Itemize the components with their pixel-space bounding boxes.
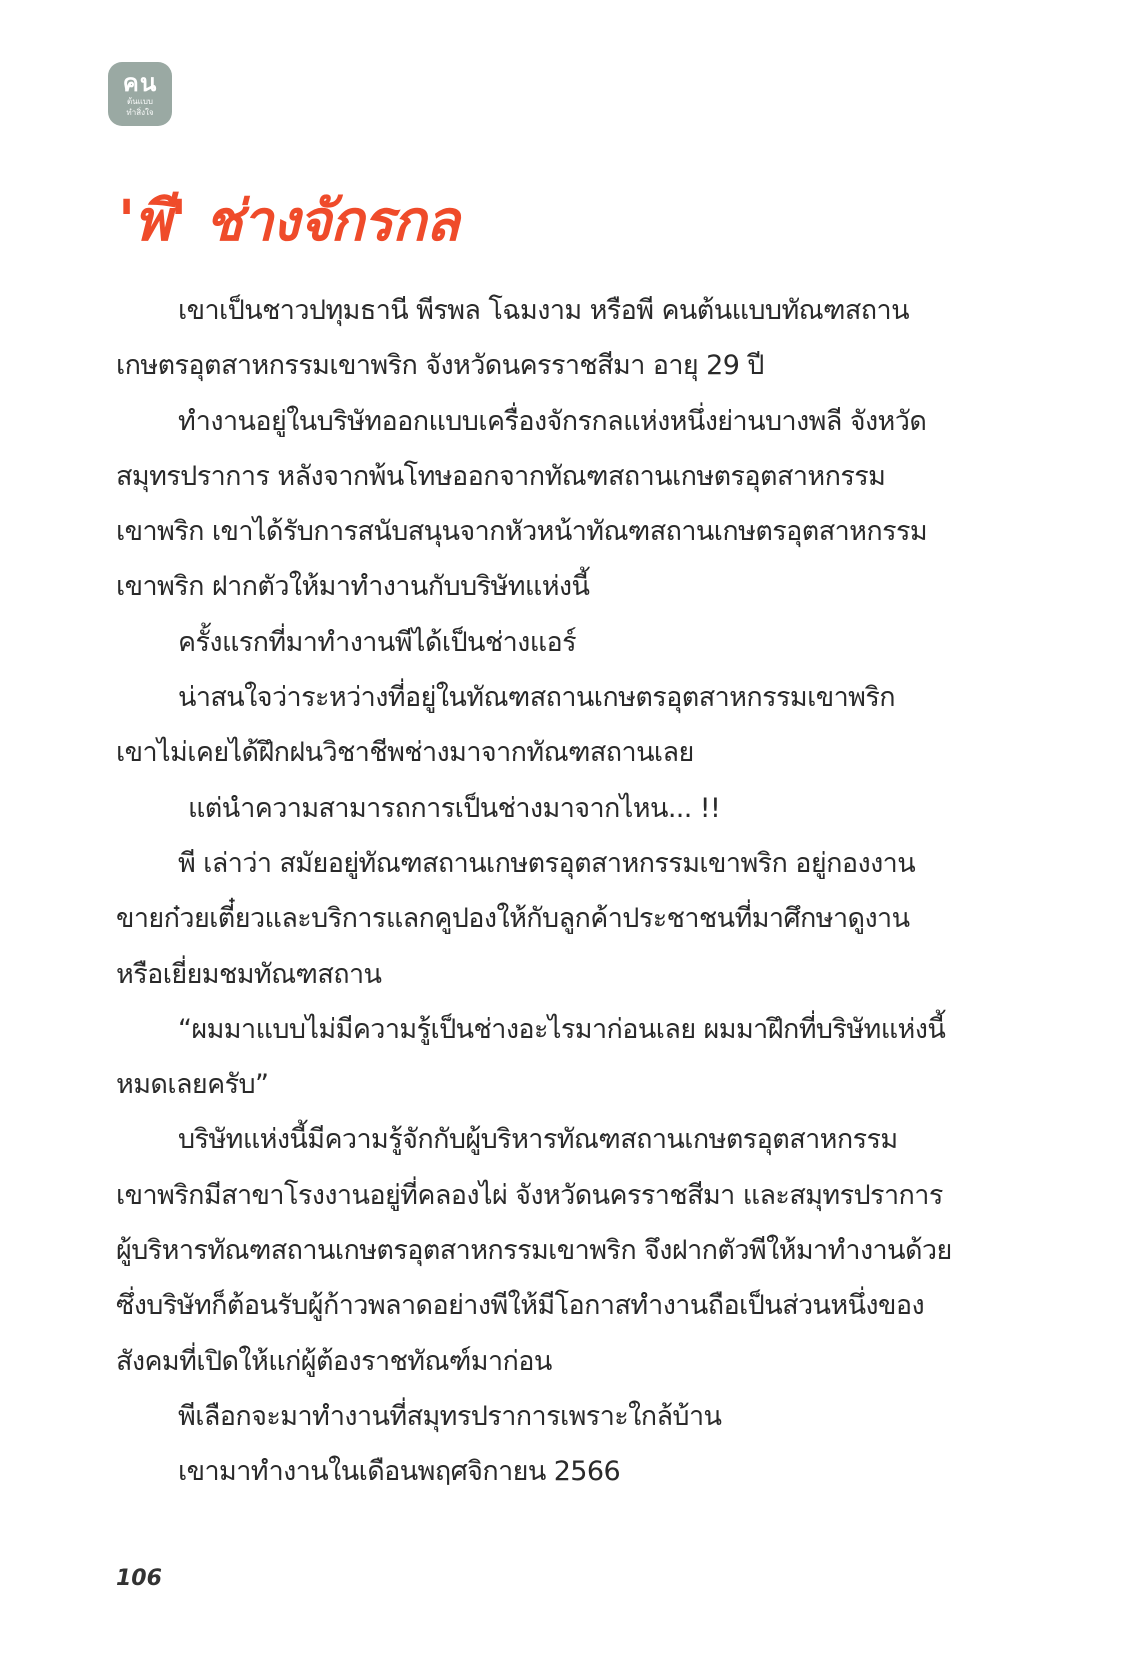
body-text [116, 283, 950, 1500]
body-line: ซึ่งบริษัทก็ต้อนรับผู้ก้าวพลาดอย่างพีให้มีโอกาสทำงานถือเป็นส่วนหนึ่งของ [116, 1290, 925, 1322]
badge-main-text: คน [122, 69, 158, 97]
body-line: เขาเป็นชาวปทุมธานี พีรพล โฉมงาม หรือพี คนต้นแบบทัณฑสถาน [178, 295, 909, 326]
badge-sub-text-1: ต้นแบบ [127, 97, 153, 106]
body-line: ทำงานอยู่ในบริษัทออกแบบเครื่องจักรกลแห่งหนึ่งย่านบางพลี จังหวัด [178, 405, 927, 437]
body-line: หมดเลยครับ” [116, 1069, 269, 1101]
body-line: “ผมมาแบบไม่มีความรู้เป็นช่างอะไรมาก่อนเลย ผมมาฝึกที่บริษัทแห่งนี้ [178, 1013, 946, 1045]
body-line: เกษตรอุตสาหกรรมเขาพริก จังหวัดนครราชสีมา อายุ 29 ปี [116, 350, 764, 382]
body-line: หรือเยี่ยมชมทัณฑสถาน [116, 958, 382, 990]
series-logo-badge [108, 62, 172, 126]
body-line: เขาไม่เคยได้ฝึกฝนวิชาชีพช่างมาจากทัณฑสถานเลย [116, 737, 694, 769]
body-line: ขายก๋วยเตี๋ยวและบริการแลกคูปองให้กับลูกค้าประชาชนที่มาศึกษาดูงาน [116, 903, 910, 935]
body-line: สังคมที่เปิดให้แก่ผู้ต้องราชทัณฑ์มาก่อน [116, 1345, 552, 1377]
body-line: พี เล่าว่า สมัยอยู่ทัณฑสถานเกษตรอุตสาหกรรมเขาพริก อยู่กองงาน [178, 847, 916, 879]
body-line: เขาพริก เขาได้รับการสนับสนุนจากหัวหน้าทัณฑสถานเกษตรอุตสาหกรรม [116, 516, 928, 548]
body-line: พีเลือกจะมาทำงานที่สมุทรปราการเพราะใกล้บ้าน [178, 1400, 722, 1432]
body-line: เขาพริก ฝากตัวให้มาทำงานกับบริษัทแห่งนี้ [116, 571, 590, 603]
body-line: สมุทรปราการ หลังจากพ้นโทษออกจากทัณฑสถานเกษตรอุตสาหกรรม [116, 460, 886, 492]
body-line: เขาพริกมีสาขาโรงงานอยู่ที่คลองไผ่ จังหวัดนครราชสีมา และสมุทรปราการ [116, 1179, 943, 1211]
body-line: แต่นำความสามารถการเป็นช่างมาจากไหน... !! [188, 792, 721, 824]
badge-sub-text-2: ทำสิ่งใจ [126, 108, 154, 117]
body-line: เขามาทำงานในเดือนพฤศจิกายน 2566 [178, 1456, 621, 1488]
body-line: ครั้งแรกที่มาทำงานพีได้เป็นช่างแอร์ [178, 626, 577, 658]
chapter-title: 'พี' ช่างจักรกล [118, 189, 459, 254]
body-line: น่าสนใจว่าระหว่างที่อยู่ในทัณฑสถานเกษตรอุตสาหกรรมเขาพริก [178, 682, 896, 714]
body-line: ผู้บริหารทัณฑสถานเกษตรอุตสาหกรรมเขาพริก จึงฝากตัวพีให้มาทำงานด้วย [116, 1235, 952, 1267]
page-number: 106 [116, 1566, 162, 1591]
body-line: บริษัทแห่งนี้มีความรู้จักกับผู้บริหารทัณฑสถานเกษตรอุตสาหกรรม [178, 1124, 898, 1156]
